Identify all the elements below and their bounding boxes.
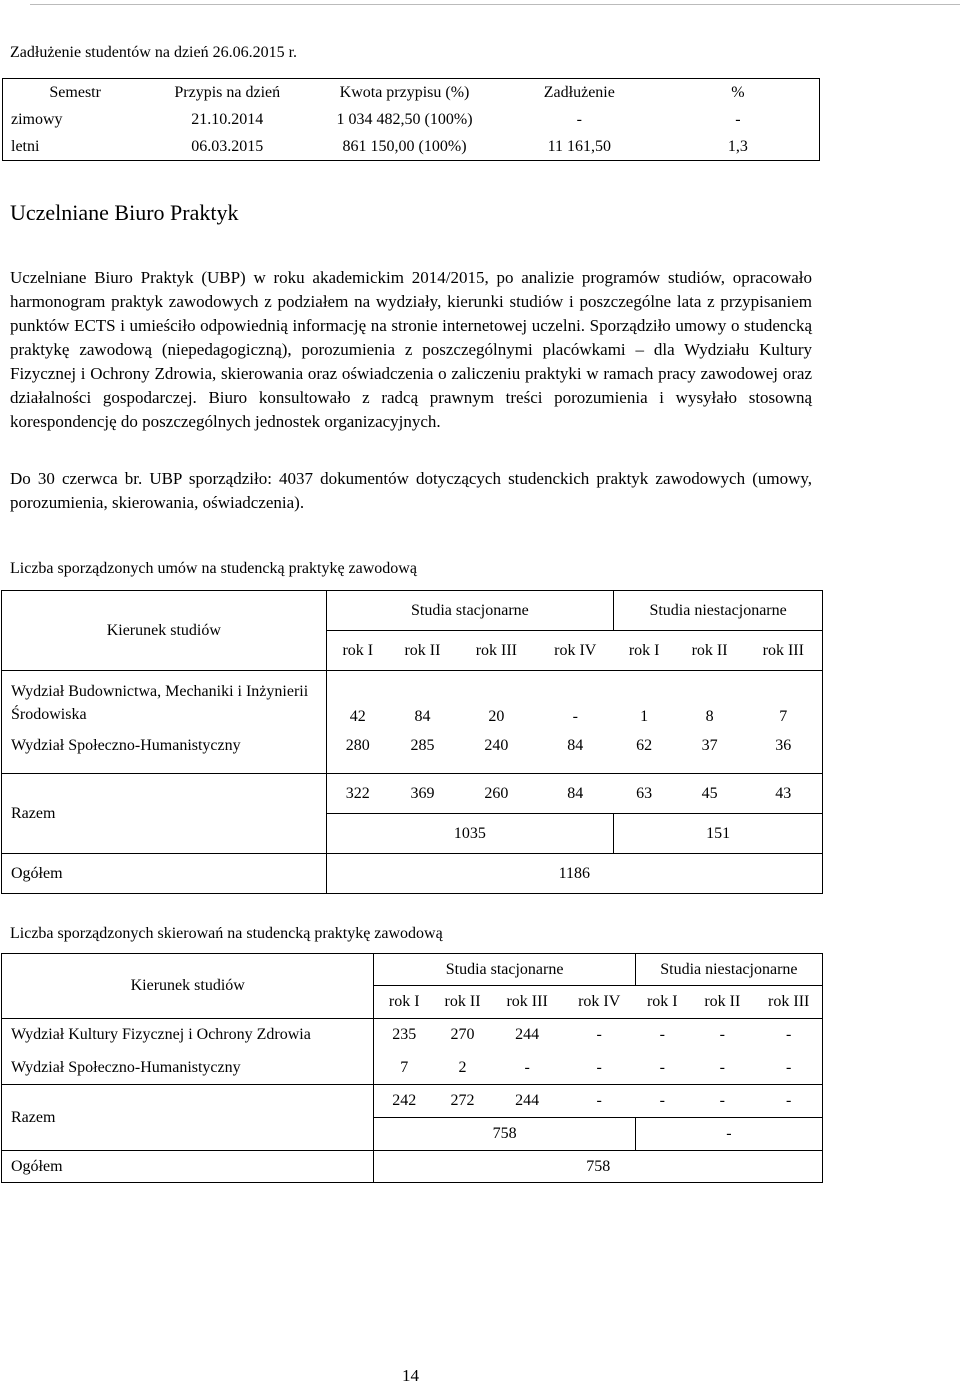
page-number: 14	[402, 1366, 419, 1385]
year-header: rok I	[326, 631, 389, 671]
table-header-row	[3, 79, 820, 107]
cell: -	[689, 1085, 755, 1118]
cell: -	[719, 1026, 725, 1044]
table-row	[2, 1052, 823, 1085]
razem-label: Razem	[2, 1085, 374, 1151]
cell: 285	[389, 735, 456, 774]
cell: -	[659, 1026, 665, 1044]
section-heading: Uczelniane Biuro Praktyk	[10, 200, 239, 225]
row-label: Wydział Społeczno-Humanistyczny	[2, 1052, 374, 1085]
cell: 861 150,00 (100%)	[342, 137, 467, 155]
group-header-niestacjonarne: Studia niestacjonarne	[614, 591, 823, 631]
table-row	[3, 106, 820, 133]
cell: -	[735, 110, 741, 128]
table-row	[2, 1019, 823, 1052]
cell: 1,3	[727, 137, 748, 155]
cell: 37	[675, 735, 745, 774]
col-header: Przypis na dzień	[174, 83, 281, 101]
cell: 1	[640, 707, 649, 725]
cell: 84	[537, 735, 614, 774]
ogolem-row	[2, 854, 823, 894]
col-header: Kwota przypisu (%)	[339, 83, 470, 101]
col-header: Semestr	[49, 83, 101, 101]
cell: 45	[675, 774, 745, 814]
year-header: rok III	[456, 631, 537, 671]
razem-row	[2, 1085, 823, 1118]
cell: -	[635, 1085, 689, 1118]
col-header: Zadłużenie	[543, 83, 615, 101]
cell: 8	[705, 707, 714, 725]
cell: -	[596, 1026, 602, 1044]
group-header-stacjonarne: Studia stacjonarne	[374, 954, 635, 986]
referrals-table	[1, 953, 823, 1183]
row-label: Wydział Społeczno-Humanistyczny	[2, 735, 327, 774]
cell: 244	[491, 1085, 563, 1118]
cell: 2	[434, 1052, 491, 1085]
razem-label: Razem	[2, 774, 327, 854]
cell: -	[635, 1052, 689, 1085]
cell: 11 161,50	[547, 137, 612, 155]
cell: 84	[537, 774, 614, 814]
cell: 21.10.2014	[191, 110, 264, 128]
cell: 272	[434, 1085, 491, 1118]
row-label: Wydział Budownictwa, Mechaniki i Inżynierii Środowiska	[11, 682, 309, 723]
cell: -	[491, 1052, 563, 1085]
year-header: rok II	[675, 631, 745, 671]
ogolem-row	[2, 1151, 823, 1183]
row-label: Wydział Kultury Fizycznej i Ochrony Zdrowia	[11, 1026, 311, 1044]
cell: 43	[745, 774, 823, 814]
cell: 36	[745, 735, 823, 774]
year-header: rok II	[434, 986, 491, 1019]
year-header: rok III	[745, 631, 823, 671]
cell: -	[576, 110, 582, 128]
table-row	[2, 735, 823, 774]
year-header: rok II	[389, 631, 456, 671]
col-header-kierunek: Kierunek studiów	[2, 591, 327, 671]
top-rule	[30, 4, 960, 5]
ogolem-label: Ogółem	[11, 1157, 63, 1175]
cell: -	[689, 1052, 755, 1085]
year-header: rok III	[491, 986, 563, 1019]
cell: 7	[779, 707, 788, 725]
razem-niestacjonarne: 151	[614, 814, 823, 854]
cell: 235	[374, 1019, 434, 1052]
cell: 322	[326, 774, 389, 814]
cell: 1 034 482,50 (100%)	[336, 110, 473, 128]
table3-caption: Liczba sporządzonych skierowań na studencką praktykę zawodową	[10, 925, 443, 942]
table-row	[3, 133, 820, 161]
cell: -	[572, 707, 578, 725]
contracts-table	[1, 590, 823, 894]
year-header: rok I	[374, 986, 434, 1019]
cell: 7	[374, 1052, 434, 1085]
cell: 242	[374, 1085, 434, 1118]
year-header: rok II	[689, 986, 755, 1019]
cell: 20	[488, 707, 505, 725]
year-header: rok IV	[563, 986, 635, 1019]
year-header: rok I	[614, 631, 675, 671]
col-header: %	[731, 83, 745, 101]
cell: 62	[614, 735, 675, 774]
year-header: rok IV	[537, 631, 614, 671]
paragraph-2: Do 30 czerwca br. UBP sporządziło: 4037 dokumentów dotyczących studenckich praktyk zawodowych (umowy, porozumienia, skierowania, oświadczenia).	[10, 469, 812, 512]
cell: 84	[414, 707, 431, 725]
razem-stacjonarne: 1035	[326, 814, 614, 854]
year-header: rok III	[755, 986, 822, 1019]
table-row	[2, 671, 823, 735]
cell: 369	[389, 774, 456, 814]
cell: 280	[326, 735, 389, 774]
cell: 63	[614, 774, 675, 814]
cell: 06.03.2015	[191, 137, 264, 155]
cell: 270	[450, 1026, 475, 1044]
debt-title: Zadłużenie studentów na dzień 26.06.2015 r.	[10, 44, 298, 61]
paragraph-1: Uczelniane Biuro Praktyk (UBP) w roku akademickim 2014/2015, po analizie programów studiów, opracowało harmonogram praktyk zawodowych z podziałem na wydziały, kierunki studiów i poszczególne lata z przypisaniem punktów ECTS i umieściło odpowiednią informację na stronie internetowej uczelni. Sporządziło umowy o studencką praktykę zawodową (niepedagogiczną), porozumienia z poszczególnymi placówkami – dla Wydziału Kultury Fizycznej i Ochrony Zdrowia, skierowania oraz oświadczenia o zaliczeniu praktyki w ramach pracy zawodowej oraz działalności gospodarczej. Biuro konsultowało z radcą prawnym treści porozumienia i wysyłało stosowną korespondencję do poszczególnych jednostek organizacyjnych.	[10, 268, 812, 431]
debt-table	[2, 78, 820, 161]
group-header-niestacjonarne: Studia niestacjonarne	[635, 954, 822, 986]
razem-stacjonarne: 758	[374, 1118, 635, 1151]
cell: 240	[456, 735, 537, 774]
cell: -	[563, 1052, 635, 1085]
cell: 244	[515, 1026, 540, 1044]
cell: -	[755, 1052, 822, 1085]
cell: zimowy	[11, 110, 63, 128]
group-header-stacjonarne: Studia stacjonarne	[326, 591, 614, 631]
cell: -	[755, 1085, 822, 1118]
ogolem-label: Ogółem	[11, 864, 63, 882]
ogolem-value: 758	[374, 1151, 823, 1183]
ogolem-value: 1186	[326, 854, 822, 894]
razem-niestacjonarne: -	[635, 1118, 822, 1151]
cell: 42	[326, 671, 389, 735]
cell: -	[563, 1085, 635, 1118]
table2-caption: Liczba sporządzonych umów na studencką praktykę zawodową	[10, 560, 417, 577]
razem-row	[2, 774, 823, 814]
col-header-kierunek: Kierunek studiów	[2, 954, 374, 1019]
cell: -	[786, 1026, 792, 1044]
cell: letni	[11, 137, 40, 155]
year-header: rok I	[635, 986, 689, 1019]
cell: 260	[456, 774, 537, 814]
